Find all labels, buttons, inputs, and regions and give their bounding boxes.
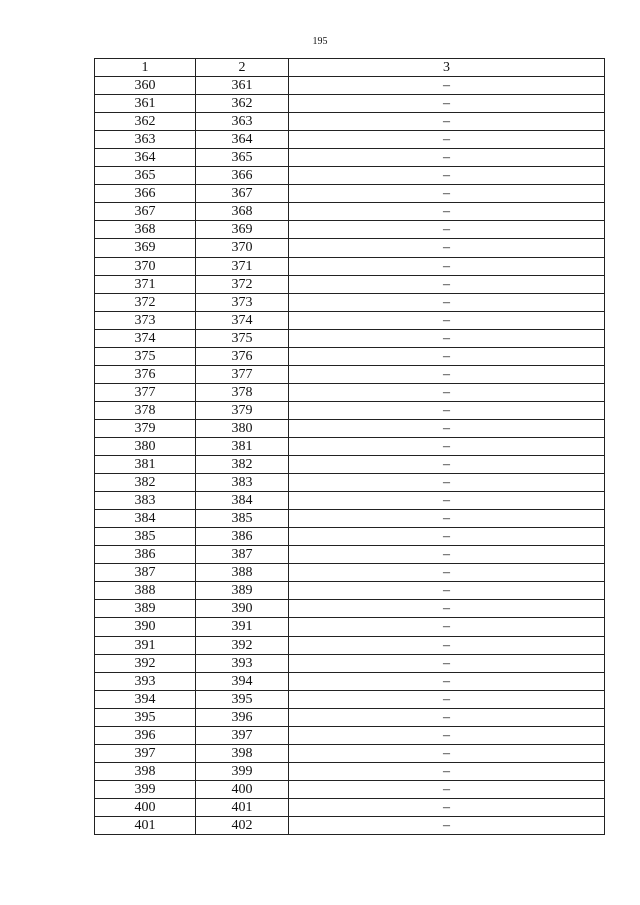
table-cell-col-3: – xyxy=(289,401,605,419)
page-number: 195 xyxy=(312,36,328,47)
table-cell-col-3: – xyxy=(289,221,605,239)
table-cell-col-2: 399 xyxy=(196,762,289,780)
table-row xyxy=(95,546,605,564)
table-cell-col-3: – xyxy=(289,672,605,690)
table-cell-col-3: – xyxy=(289,816,605,834)
table-cell-col-2: 383 xyxy=(196,474,289,492)
table-cell-col-1: 383 xyxy=(95,492,196,510)
table-cell-col-1: 392 xyxy=(95,654,196,672)
table-row xyxy=(95,77,605,95)
table-cell-col-3: – xyxy=(289,528,605,546)
table-cell-col-3: – xyxy=(289,149,605,167)
table-row xyxy=(95,257,605,275)
table-cell-col-3: – xyxy=(289,654,605,672)
table-row xyxy=(95,275,605,293)
table-cell-col-2: 376 xyxy=(196,347,289,365)
column-header-3: 3 xyxy=(289,59,605,77)
table-cell-col-1: 398 xyxy=(95,762,196,780)
table-row xyxy=(95,582,605,600)
column-header-1: 1 xyxy=(95,59,196,77)
table-cell-col-2: 370 xyxy=(196,239,289,257)
table-row xyxy=(95,239,605,257)
column-header-2: 2 xyxy=(196,59,289,77)
table-cell-col-1: 400 xyxy=(95,798,196,816)
table-cell-col-2: 396 xyxy=(196,708,289,726)
table-cell-col-1: 386 xyxy=(95,546,196,564)
table-cell-col-3: – xyxy=(289,185,605,203)
table-cell-col-3: – xyxy=(289,456,605,474)
table-row xyxy=(95,672,605,690)
table-cell-col-2: 377 xyxy=(196,365,289,383)
table-cell-col-2: 392 xyxy=(196,636,289,654)
table-row xyxy=(95,365,605,383)
table-cell-col-1: 378 xyxy=(95,401,196,419)
table-cell-col-1: 395 xyxy=(95,708,196,726)
header-row xyxy=(95,59,605,77)
table-row xyxy=(95,780,605,798)
table-cell-col-1: 371 xyxy=(95,275,196,293)
table-cell-col-2: 367 xyxy=(196,185,289,203)
table-row xyxy=(95,185,605,203)
table-row xyxy=(95,708,605,726)
table-cell-col-2: 362 xyxy=(196,95,289,113)
table-cell-col-3: – xyxy=(289,311,605,329)
table-cell-col-1: 374 xyxy=(95,329,196,347)
table-cell-col-2: 393 xyxy=(196,654,289,672)
table-cell-col-1: 390 xyxy=(95,618,196,636)
table-cell-col-2: 366 xyxy=(196,167,289,185)
table-cell-col-2: 369 xyxy=(196,221,289,239)
table-cell-col-3: – xyxy=(289,257,605,275)
table-cell-col-2: 397 xyxy=(196,726,289,744)
table-cell-col-3: – xyxy=(289,564,605,582)
table-cell-col-1: 394 xyxy=(95,690,196,708)
table-cell-col-2: 361 xyxy=(196,77,289,95)
table-cell-col-3: – xyxy=(289,798,605,816)
table-cell-col-1: 391 xyxy=(95,636,196,654)
table-cell-col-1: 385 xyxy=(95,528,196,546)
table-cell-col-2: 387 xyxy=(196,546,289,564)
table-cell-col-2: 371 xyxy=(196,257,289,275)
table-cell-col-3: – xyxy=(289,113,605,131)
table-cell-col-1: 362 xyxy=(95,113,196,131)
table-cell-col-2: 382 xyxy=(196,456,289,474)
table-cell-col-1: 375 xyxy=(95,347,196,365)
data-table xyxy=(94,58,605,835)
table-cell-col-1: 363 xyxy=(95,131,196,149)
table-cell-col-2: 390 xyxy=(196,600,289,618)
table-row xyxy=(95,618,605,636)
table-row xyxy=(95,510,605,528)
table-cell-col-3: – xyxy=(289,77,605,95)
table-cell-col-1: 382 xyxy=(95,474,196,492)
table-cell-col-2: 388 xyxy=(196,564,289,582)
table-row xyxy=(95,401,605,419)
table-row xyxy=(95,149,605,167)
table-row xyxy=(95,419,605,437)
table-cell-col-1: 381 xyxy=(95,456,196,474)
table-row xyxy=(95,131,605,149)
table-row xyxy=(95,95,605,113)
table-cell-col-2: 395 xyxy=(196,690,289,708)
table-cell-col-2: 384 xyxy=(196,492,289,510)
table-cell-col-1: 396 xyxy=(95,726,196,744)
table-row xyxy=(95,762,605,780)
table-cell-col-2: 389 xyxy=(196,582,289,600)
table-cell-col-2: 364 xyxy=(196,131,289,149)
table-cell-col-3: – xyxy=(289,329,605,347)
table-row xyxy=(95,329,605,347)
table-cell-col-2: 398 xyxy=(196,744,289,762)
table-cell-col-2: 368 xyxy=(196,203,289,221)
table-cell-col-1: 379 xyxy=(95,419,196,437)
table-cell-col-1: 397 xyxy=(95,744,196,762)
table-cell-col-3: – xyxy=(289,744,605,762)
table-cell-col-2: 385 xyxy=(196,510,289,528)
table-cell-col-1: 393 xyxy=(95,672,196,690)
table-cell-col-1: 387 xyxy=(95,564,196,582)
table-cell-col-2: 379 xyxy=(196,401,289,419)
table-cell-col-2: 373 xyxy=(196,293,289,311)
table-cell-col-2: 402 xyxy=(196,816,289,834)
table-cell-col-1: 399 xyxy=(95,780,196,798)
table-header xyxy=(95,59,605,77)
table-cell-col-2: 372 xyxy=(196,275,289,293)
table-cell-col-1: 360 xyxy=(95,77,196,95)
table-cell-col-3: – xyxy=(289,131,605,149)
table-cell-col-3: – xyxy=(289,708,605,726)
table-cell-col-1: 376 xyxy=(95,365,196,383)
table-row xyxy=(95,311,605,329)
table-cell-col-3: – xyxy=(289,582,605,600)
table-cell-col-1: 388 xyxy=(95,582,196,600)
table-row xyxy=(95,798,605,816)
table-row xyxy=(95,474,605,492)
table-cell-col-1: 361 xyxy=(95,95,196,113)
table-cell-col-3: – xyxy=(289,167,605,185)
table-cell-col-1: 372 xyxy=(95,293,196,311)
table-cell-col-3: – xyxy=(289,618,605,636)
table-cell-col-1: 373 xyxy=(95,311,196,329)
table-row xyxy=(95,347,605,365)
table-row xyxy=(95,816,605,834)
table-row xyxy=(95,492,605,510)
table-cell-col-3: – xyxy=(289,95,605,113)
table-cell-col-3: – xyxy=(289,780,605,798)
table-cell-col-1: 367 xyxy=(95,203,196,221)
table-cell-col-3: – xyxy=(289,546,605,564)
table-cell-col-3: – xyxy=(289,600,605,618)
table-cell-col-3: – xyxy=(289,437,605,455)
table-cell-col-2: 391 xyxy=(196,618,289,636)
table-row xyxy=(95,744,605,762)
table-row xyxy=(95,564,605,582)
table-cell-col-2: 375 xyxy=(196,329,289,347)
table-cell-col-1: 370 xyxy=(95,257,196,275)
table-cell-col-3: – xyxy=(289,419,605,437)
table-row xyxy=(95,600,605,618)
table-cell-col-3: – xyxy=(289,347,605,365)
table-row xyxy=(95,437,605,455)
table-row xyxy=(95,690,605,708)
table-cell-col-3: – xyxy=(289,275,605,293)
table-cell-col-3: – xyxy=(289,365,605,383)
table-cell-col-1: 401 xyxy=(95,816,196,834)
table-cell-col-2: 381 xyxy=(196,437,289,455)
table-cell-col-3: – xyxy=(289,383,605,401)
table-cell-col-1: 368 xyxy=(95,221,196,239)
table-row xyxy=(95,636,605,654)
table-row xyxy=(95,383,605,401)
table-cell-col-1: 380 xyxy=(95,437,196,455)
table-cell-col-1: 366 xyxy=(95,185,196,203)
table-row xyxy=(95,528,605,546)
table-cell-col-3: – xyxy=(289,293,605,311)
table-cell-col-1: 369 xyxy=(95,239,196,257)
table-cell-col-3: – xyxy=(289,492,605,510)
table-row xyxy=(95,293,605,311)
table-row xyxy=(95,456,605,474)
table-cell-col-2: 374 xyxy=(196,311,289,329)
table-cell-col-1: 365 xyxy=(95,167,196,185)
table-row xyxy=(95,167,605,185)
table-cell-col-3: – xyxy=(289,510,605,528)
table-cell-col-3: – xyxy=(289,203,605,221)
table-cell-col-2: 386 xyxy=(196,528,289,546)
table-row xyxy=(95,203,605,221)
table-cell-col-2: 400 xyxy=(196,780,289,798)
table-row xyxy=(95,221,605,239)
table-cell-col-2: 378 xyxy=(196,383,289,401)
table-cell-col-3: – xyxy=(289,690,605,708)
table-cell-col-2: 363 xyxy=(196,113,289,131)
table-cell-col-1: 377 xyxy=(95,383,196,401)
table-cell-col-3: – xyxy=(289,726,605,744)
table-cell-col-2: 394 xyxy=(196,672,289,690)
table-body xyxy=(95,77,605,835)
table-cell-col-2: 380 xyxy=(196,419,289,437)
table-cell-col-2: 365 xyxy=(196,149,289,167)
table-cell-col-1: 384 xyxy=(95,510,196,528)
table-row xyxy=(95,726,605,744)
table-cell-col-1: 389 xyxy=(95,600,196,618)
table-cell-col-1: 364 xyxy=(95,149,196,167)
table-row xyxy=(95,654,605,672)
table-cell-col-2: 401 xyxy=(196,798,289,816)
table-row xyxy=(95,113,605,131)
table-cell-col-3: – xyxy=(289,636,605,654)
table-cell-col-3: – xyxy=(289,762,605,780)
table-cell-col-3: – xyxy=(289,239,605,257)
table-cell-col-3: – xyxy=(289,474,605,492)
